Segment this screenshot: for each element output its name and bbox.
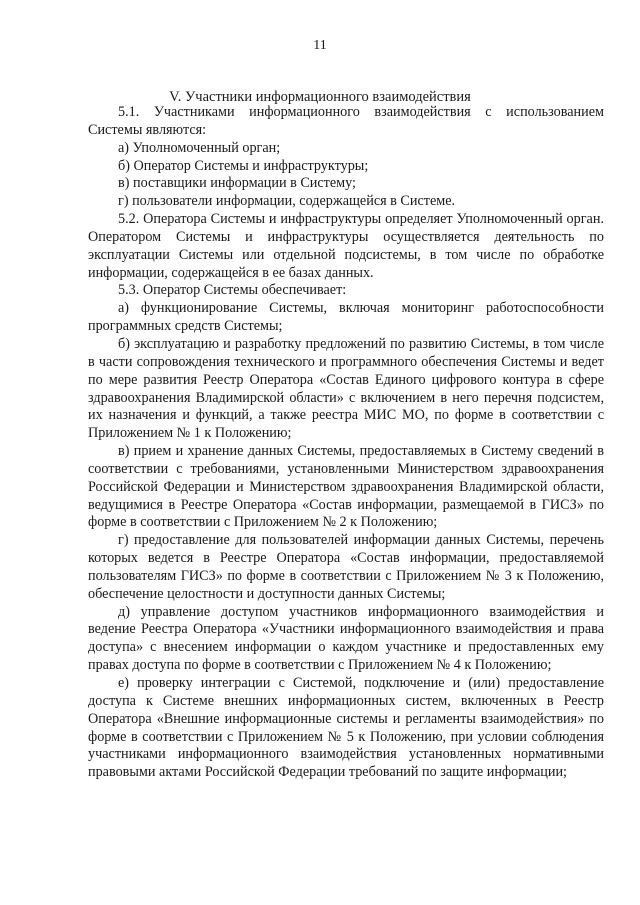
list-item-a: а) Уполномоченный орган;	[118, 139, 281, 156]
paragraph-5-2: 5.2. Оператора Системы и инфраструктуры определяет Уполномоченный орган. Оператором Системы и инфраструктуры осуществляется деятельность по эксплуатации Системы или отдельной подсистемы, в том числе по обработке информации, содержащейся в ее базах данных.	[88, 211, 604, 281]
paragraph-5-1: 5.1. Участниками информационного взаимодействия с использованием Системы являются:	[88, 104, 604, 138]
duty-item-a: а) функционирование Системы, включая мониторинг работоспособности программных средств Системы;	[88, 300, 604, 335]
list-item-b: б) Оператор Системы и инфраструктуры;	[118, 157, 369, 174]
duty-item-v: в) прием и хранение данных Системы, предоставляемых в Систему сведений в соответствии с требованиями, установленными Министерством здравоохранения Российской Федерации и Министерством здравоохранения Владимирской области, ведущимися в Реестре Оператора «Состав информации, размещаемой в ГИСЗ» по форме в соответствии с Приложением № 2 к Положению;	[88, 443, 604, 531]
document-body	[88, 104, 604, 782]
duty-item-d: д) управление доступом участников информационного взаимодействия и ведение Реестра Оператора «Участники информационного взаимодействия и права доступа» с внесением информации о каждом участнике и предоставленных ему правах доступа по форме в соответствии с Приложением № 4 к Положению;	[88, 603, 604, 674]
duty-item-e: е) проверку интеграции с Системой, подключение и (или) предоставление доступа к Системе внешних информационных систем, включенных в Реестр Оператора «Внешние информационные системы и регламенты взаимодействия» по форме в соответствии с Приложением № 5 к Положению, при условии соблюдения участниками информационного взаимодействия установленных нормативными правовыми актами Российской Федерации требований по защите информации;	[88, 675, 604, 781]
duty-item-g: г) предоставление для пользователей информации данных Системы, перечень которых ведется в Реестре Оператора «Состав информации, предоставляемой пользователям ГИСЗ» по форме в соответствии с Приложением № 3 к Положению, обеспечение целостности и доступности данных Системы;	[88, 532, 604, 602]
list-item-g: г) пользователи информации, содержащейся в Системе.	[118, 193, 456, 210]
paragraph-5-3: 5.3. Оператор Системы обеспечивает:	[118, 282, 347, 299]
section-title: V. Участники информационного взаимодействия	[169, 89, 471, 105]
list-item-v: в) поставщики информации в Систему;	[118, 175, 357, 192]
page-number: 11	[313, 38, 327, 53]
duty-item-b: б) эксплуатацию и разработку предложений по развитию Системы, в том числе в части сопровождения технического и программного обеспечения Системы и ведет по мере развития Реестр Оператора «Состав Единого цифрового контура в сфере здравоохранения Владимирской области» с включением в него перечня подсистем, их назначения и функций, а также реестра МИС МО, по форме в соответствии с Приложением № 1 к Положению;	[88, 335, 604, 442]
